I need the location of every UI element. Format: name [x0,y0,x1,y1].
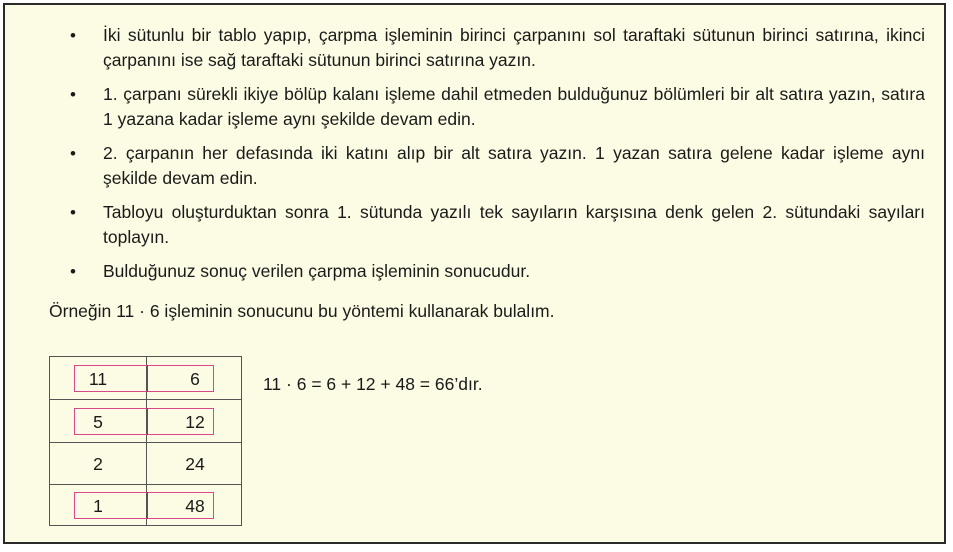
example-intro: Örneğin 11 · 6 işleminin sonucunu bu yöntemi kullanarak bulalım. [49,301,555,321]
row-divider [50,442,241,443]
table-cell-left: 5 [93,412,103,432]
list-item [65,82,925,132]
table-cell-right: 24 [185,454,205,474]
table-cell-right: 6 [190,369,200,389]
table-cell-left: 1 [93,496,103,516]
table-cell-left: 2 [93,454,103,474]
step-text: İki sütunlu bir tablo yapıp, çarpma işleminin birinci çarpanını sol taraftaki sütunun birinci satırına, ikinci çarpanını ise sağ taraftaki sütunun birinci satırına yazın. [103,25,925,70]
step-text: 2. çarpanın her defasında iki katını alıp bir alt satıra yazın. 1 yazan satıra gelene kadar işleme aynı şekilde devam edin. [103,143,925,188]
bullet-icon: • [70,85,76,104]
list-item [65,23,925,73]
row-divider [50,484,241,485]
table-cell-right: 12 [185,412,205,432]
table-cell-right: 48 [185,496,205,516]
bullet-icon: • [70,262,76,281]
instruction-panel [3,3,946,544]
result-equation: 11 · 6 = 6 + 12 + 48 = 66’dır. [263,374,483,394]
multiplication-table [49,356,242,526]
row-divider [50,399,241,400]
list-item [65,141,925,191]
list-item [65,259,925,284]
bullet-icon: • [70,26,76,45]
step-text: Bulduğunuz sonuç verilen çarpma işleminin sonucudur. [103,261,531,281]
bullet-icon: • [70,203,76,222]
list-item [65,200,925,250]
step-text: Tabloyu oluşturduktan sonra 1. sütunda yazılı tek sayıların karşısına denk gelen 2. sütundaki sayıları toplayın. [103,202,925,247]
bullet-icon: • [70,144,76,163]
step-text: 1. çarpanı sürekli ikiye bölüp kalanı işleme dahil etmeden bulduğunuz bölümleri bir alt satıra yazın, satıra 1 yazana kadar işleme aynı şekilde devam edin. [103,84,925,129]
steps-list [65,23,925,293]
table-cell-left: 11 [88,369,108,389]
